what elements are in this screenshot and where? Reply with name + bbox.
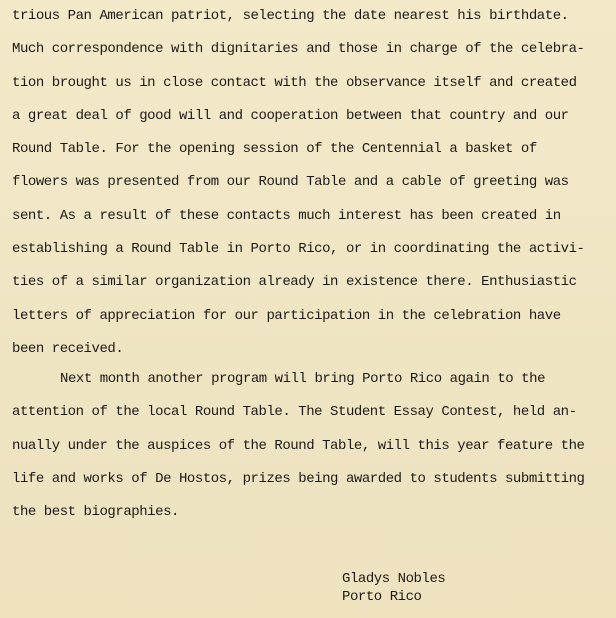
signature-location: Porto Rico xyxy=(342,589,422,605)
signature-block xyxy=(342,570,445,606)
text-line: the best biographies. xyxy=(12,504,179,521)
text-line: nually under the auspices of the Round Table, will this year feature the xyxy=(12,437,585,454)
paragraph-1 xyxy=(12,0,612,366)
text-line: flowers was presented from our Round Table and a cable of greeting was xyxy=(12,174,569,191)
text-line: letters of appreciation for our participation in the celebration have xyxy=(12,307,561,324)
text-line: been received. xyxy=(12,340,124,357)
text-line: a great deal of good will and cooperation between that country and our xyxy=(12,107,569,124)
text-line: Next month another program will bring Porto Rico again to the xyxy=(60,371,546,387)
text-line: Much correspondence with dignitaries and those in charge of the celebra- xyxy=(12,41,585,58)
paragraph-2 xyxy=(12,363,612,529)
text-line: ties of a similar organization already in existence there. Enthusiastic xyxy=(12,274,577,291)
text-line: attention of the local Round Table. The Student Essay Contest, held an- xyxy=(12,404,577,421)
text-line: Round Table. For the opening session of the Centennial a basket of xyxy=(12,141,537,158)
text-line: establishing a Round Table in Porto Rico, or in coordinating the activi- xyxy=(12,241,585,258)
signature-name: Gladys Nobles xyxy=(342,571,446,587)
text-line: tion brought us in close contact with the observance itself and created xyxy=(12,74,577,91)
text-line: life and works of De Hostos, prizes being awarded to students submitting xyxy=(12,470,585,487)
text-line: sent. As a result of these contacts much interest has been created in xyxy=(12,207,561,224)
text-line: trious Pan American patriot, selecting the date nearest his birthdate. xyxy=(12,8,569,24)
